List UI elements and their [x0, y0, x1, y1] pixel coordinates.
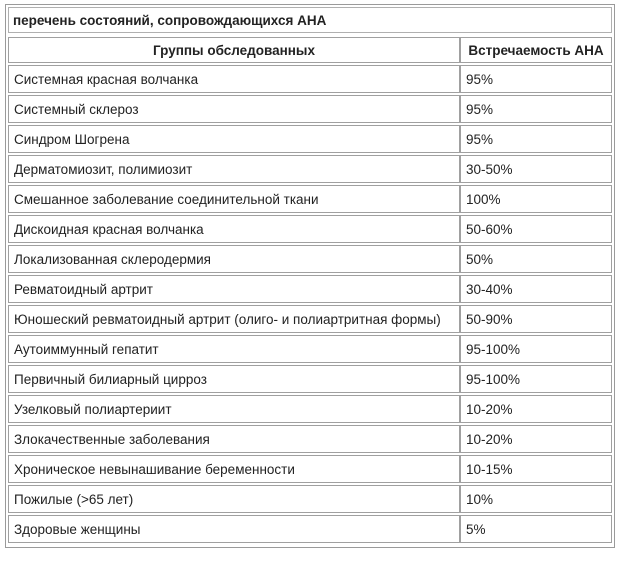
cell-group: Локализованная склеродермия: [8, 245, 460, 273]
cell-frequency: 5%: [460, 515, 612, 543]
table-row: [8, 515, 612, 543]
table-row: [8, 455, 612, 483]
ana-table-container: [5, 4, 615, 548]
cell-group: Пожилые (>65 лет): [8, 485, 460, 513]
cell-group: Дерматомиозит, полимиозит: [8, 155, 460, 183]
cell-frequency: 10-15%: [460, 455, 612, 483]
ana-table: [8, 35, 612, 545]
table-row: [8, 305, 612, 333]
table-row: [8, 185, 612, 213]
cell-frequency: 50-60%: [460, 215, 612, 243]
table-row: [8, 95, 612, 123]
cell-group: Узелковый полиартериит: [8, 395, 460, 423]
cell-frequency: 95-100%: [460, 365, 612, 393]
cell-frequency: 95%: [460, 125, 612, 153]
cell-frequency: 10%: [460, 485, 612, 513]
cell-group: Дискоидная красная волчанка: [8, 215, 460, 243]
table-row: [8, 365, 612, 393]
table-body: [8, 65, 612, 543]
cell-group: Здоровые женщины: [8, 515, 460, 543]
cell-frequency: 30-40%: [460, 275, 612, 303]
cell-group: Злокачественные заболевания: [8, 425, 460, 453]
table-row: [8, 125, 612, 153]
header-groups: Группы обследованных: [8, 37, 460, 63]
table-row: [8, 65, 612, 93]
table-row: [8, 335, 612, 363]
cell-group: Синдром Шогрена: [8, 125, 460, 153]
table-row: [8, 395, 612, 423]
cell-group: Первичный билиарный цирроз: [8, 365, 460, 393]
cell-group: Аутоиммунный гепатит: [8, 335, 460, 363]
cell-group: Системная красная волчанка: [8, 65, 460, 93]
cell-frequency: 10-20%: [460, 395, 612, 423]
table-caption: перечень состояний, сопровождающихся АНА: [8, 7, 612, 33]
cell-frequency: 30-50%: [460, 155, 612, 183]
table-row: [8, 485, 612, 513]
table-header-row: [8, 37, 612, 63]
cell-group: Юношеский ревматоидный артрит (олиго- и полиартритная формы): [8, 305, 460, 333]
cell-group: Хроническое невынашивание беременности: [8, 455, 460, 483]
cell-group: Ревматоидный артрит: [8, 275, 460, 303]
cell-frequency: 95-100%: [460, 335, 612, 363]
cell-frequency: 95%: [460, 95, 612, 123]
table-row: [8, 155, 612, 183]
table-row: [8, 245, 612, 273]
table-row: [8, 425, 612, 453]
table-row: [8, 275, 612, 303]
table-row: [8, 215, 612, 243]
cell-frequency: 95%: [460, 65, 612, 93]
cell-frequency: 50%: [460, 245, 612, 273]
cell-group: Системный склероз: [8, 95, 460, 123]
cell-frequency: 10-20%: [460, 425, 612, 453]
header-frequency: Встречаемость АНА: [460, 37, 612, 63]
cell-frequency: 100%: [460, 185, 612, 213]
cell-group: Смешанное заболевание соединительной ткани: [8, 185, 460, 213]
cell-frequency: 50-90%: [460, 305, 612, 333]
